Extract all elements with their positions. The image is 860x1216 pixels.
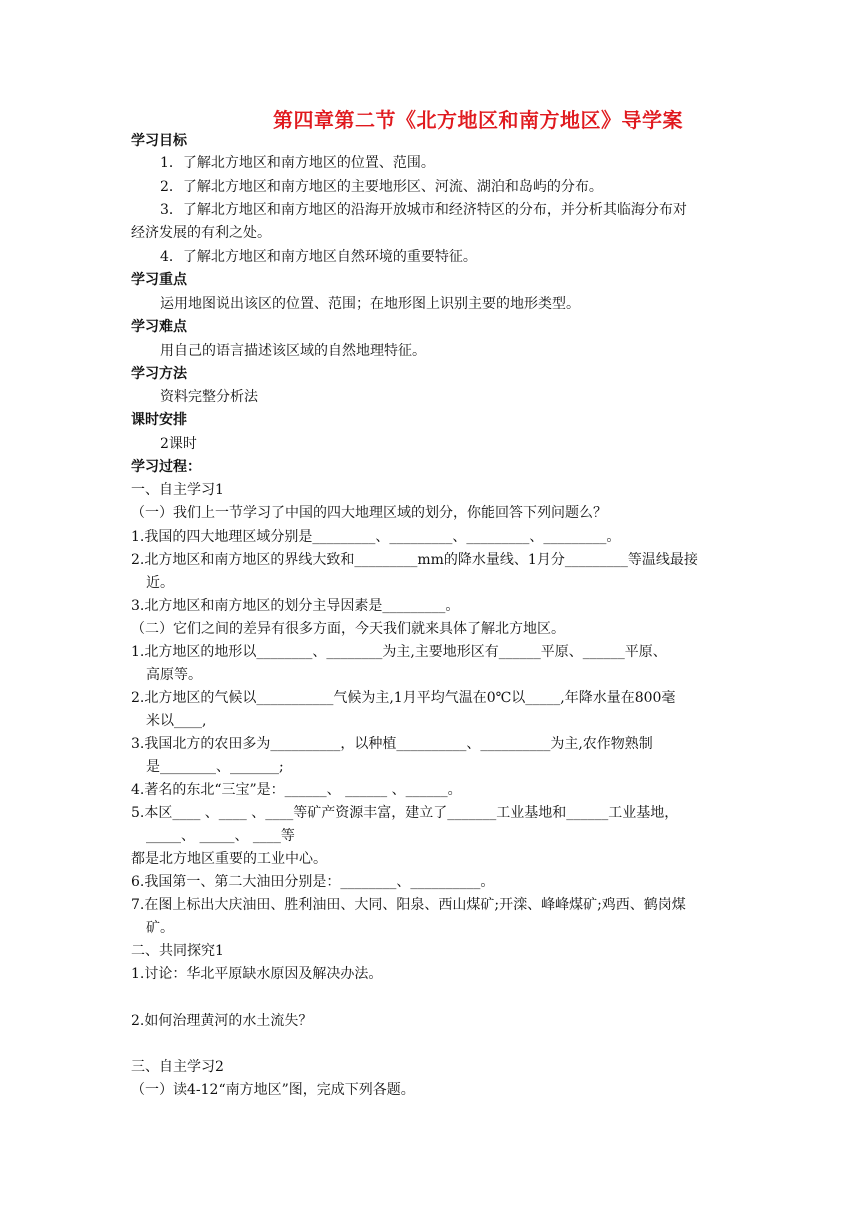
- objective-4: 4．了解北方地区和南方地区自然环境的重要特征。: [160, 249, 477, 265]
- north-item-1-cont: 高原等。: [146, 667, 202, 683]
- discussion-1: 1.讨论：华北平原缺水原因及解决办法。: [131, 966, 383, 982]
- north-item-3: 3.我国北方的农田多为__________，以种植__________、__________为主,农作物熟制: [131, 736, 653, 752]
- objective-2: 2．了解北方地区和南方地区的主要地形区、河流、湖泊和岛屿的分布。: [160, 179, 603, 195]
- discussion-2: 2.如何治理黄河的水土流失？: [131, 1013, 313, 1029]
- objectives-heading: 学习目标: [131, 133, 187, 149]
- north-item-6: 6.我国第一、第二大油田分别是：________、__________。: [131, 874, 495, 890]
- objective-3: 3．了解北方地区和南方地区的沿海开放城市和经济特区的分布，并分析其临海分布对: [160, 202, 687, 218]
- question-3: 3.北方地区和南方地区的划分主导因素是_________。: [131, 598, 460, 614]
- part1-heading: 一、自主学习1: [131, 482, 224, 498]
- method-text: 资料完整分析法: [160, 389, 258, 405]
- question-2: 2.北方地区和南方地区的界线大致和_________mm的降水量线、1月分_________等温线最接: [131, 552, 698, 568]
- key-points-heading: 学习重点: [131, 272, 187, 288]
- north-item-5: 5.本区____ 、____ 、____等矿产资源丰富，建立了_______工业基地和______工业基地，: [131, 805, 679, 821]
- north-item-5-cont2: 都是北方地区重要的工业中心。: [131, 851, 327, 867]
- north-item-2: 2.北方地区的气候以___________气候为主,1月平均气温在0℃以_____,年降水量在800毫: [131, 690, 676, 706]
- difficulty-heading: 学习难点: [131, 319, 187, 335]
- north-item-3-cont: 是________、_______;: [146, 759, 284, 775]
- page-title: 第四章第二节《北方地区和南方地区》导学案: [273, 108, 683, 132]
- difficulty-text: 用自己的语言描述该区域的自然地理特征。: [160, 343, 426, 359]
- north-item-4: 4.著名的东北“三宝”是：______、 ______ 、______。: [131, 782, 462, 798]
- question-1: 1.我国的四大地理区域分别是_________、_________、_________、_________。: [131, 529, 621, 545]
- north-item-5-cont: _____、 _____、 ____等: [146, 828, 295, 844]
- key-points-text: 运用地图说出该区的位置、范围；在地形图上识别主要的地形类型。: [160, 296, 580, 312]
- north-item-7: 7.在图上标出大庆油田、胜利油田、大同、阳泉、西山煤矿;开滦、峰峰煤矿;鸡西、鹤岗煤: [131, 897, 686, 913]
- schedule-heading: 课时安排: [131, 412, 187, 428]
- part1-sub2: （二）它们之间的差异有很多方面，今天我们就来具体了解北方地区。: [131, 621, 565, 637]
- method-heading: 学习方法: [131, 366, 187, 382]
- schedule-text: 2课时: [160, 436, 197, 452]
- north-item-2-cont: 米以____,: [146, 713, 207, 729]
- objective-1: 1．了解北方地区和南方地区的位置、范围。: [160, 155, 435, 171]
- process-heading: 学习过程：: [131, 459, 201, 475]
- part3-sub1: （一）读4-12“南方地区”图，完成下列各题。: [131, 1082, 415, 1098]
- question-2-cont: 近。: [146, 575, 174, 591]
- north-item-1: 1.北方地区的地形以________、________为主,主要地形区有______平原、______平原、: [131, 644, 667, 660]
- part1-sub1: （一）我们上一节学习了中国的四大地理区域的划分，你能回答下列问题么？: [131, 505, 607, 521]
- part2-heading: 二、共同探究1: [131, 943, 224, 959]
- objective-3-cont: 经济发展的有利之处。: [131, 225, 271, 241]
- part3-heading: 三、自主学习2: [131, 1059, 224, 1075]
- north-item-7-cont: 矿。: [146, 920, 174, 936]
